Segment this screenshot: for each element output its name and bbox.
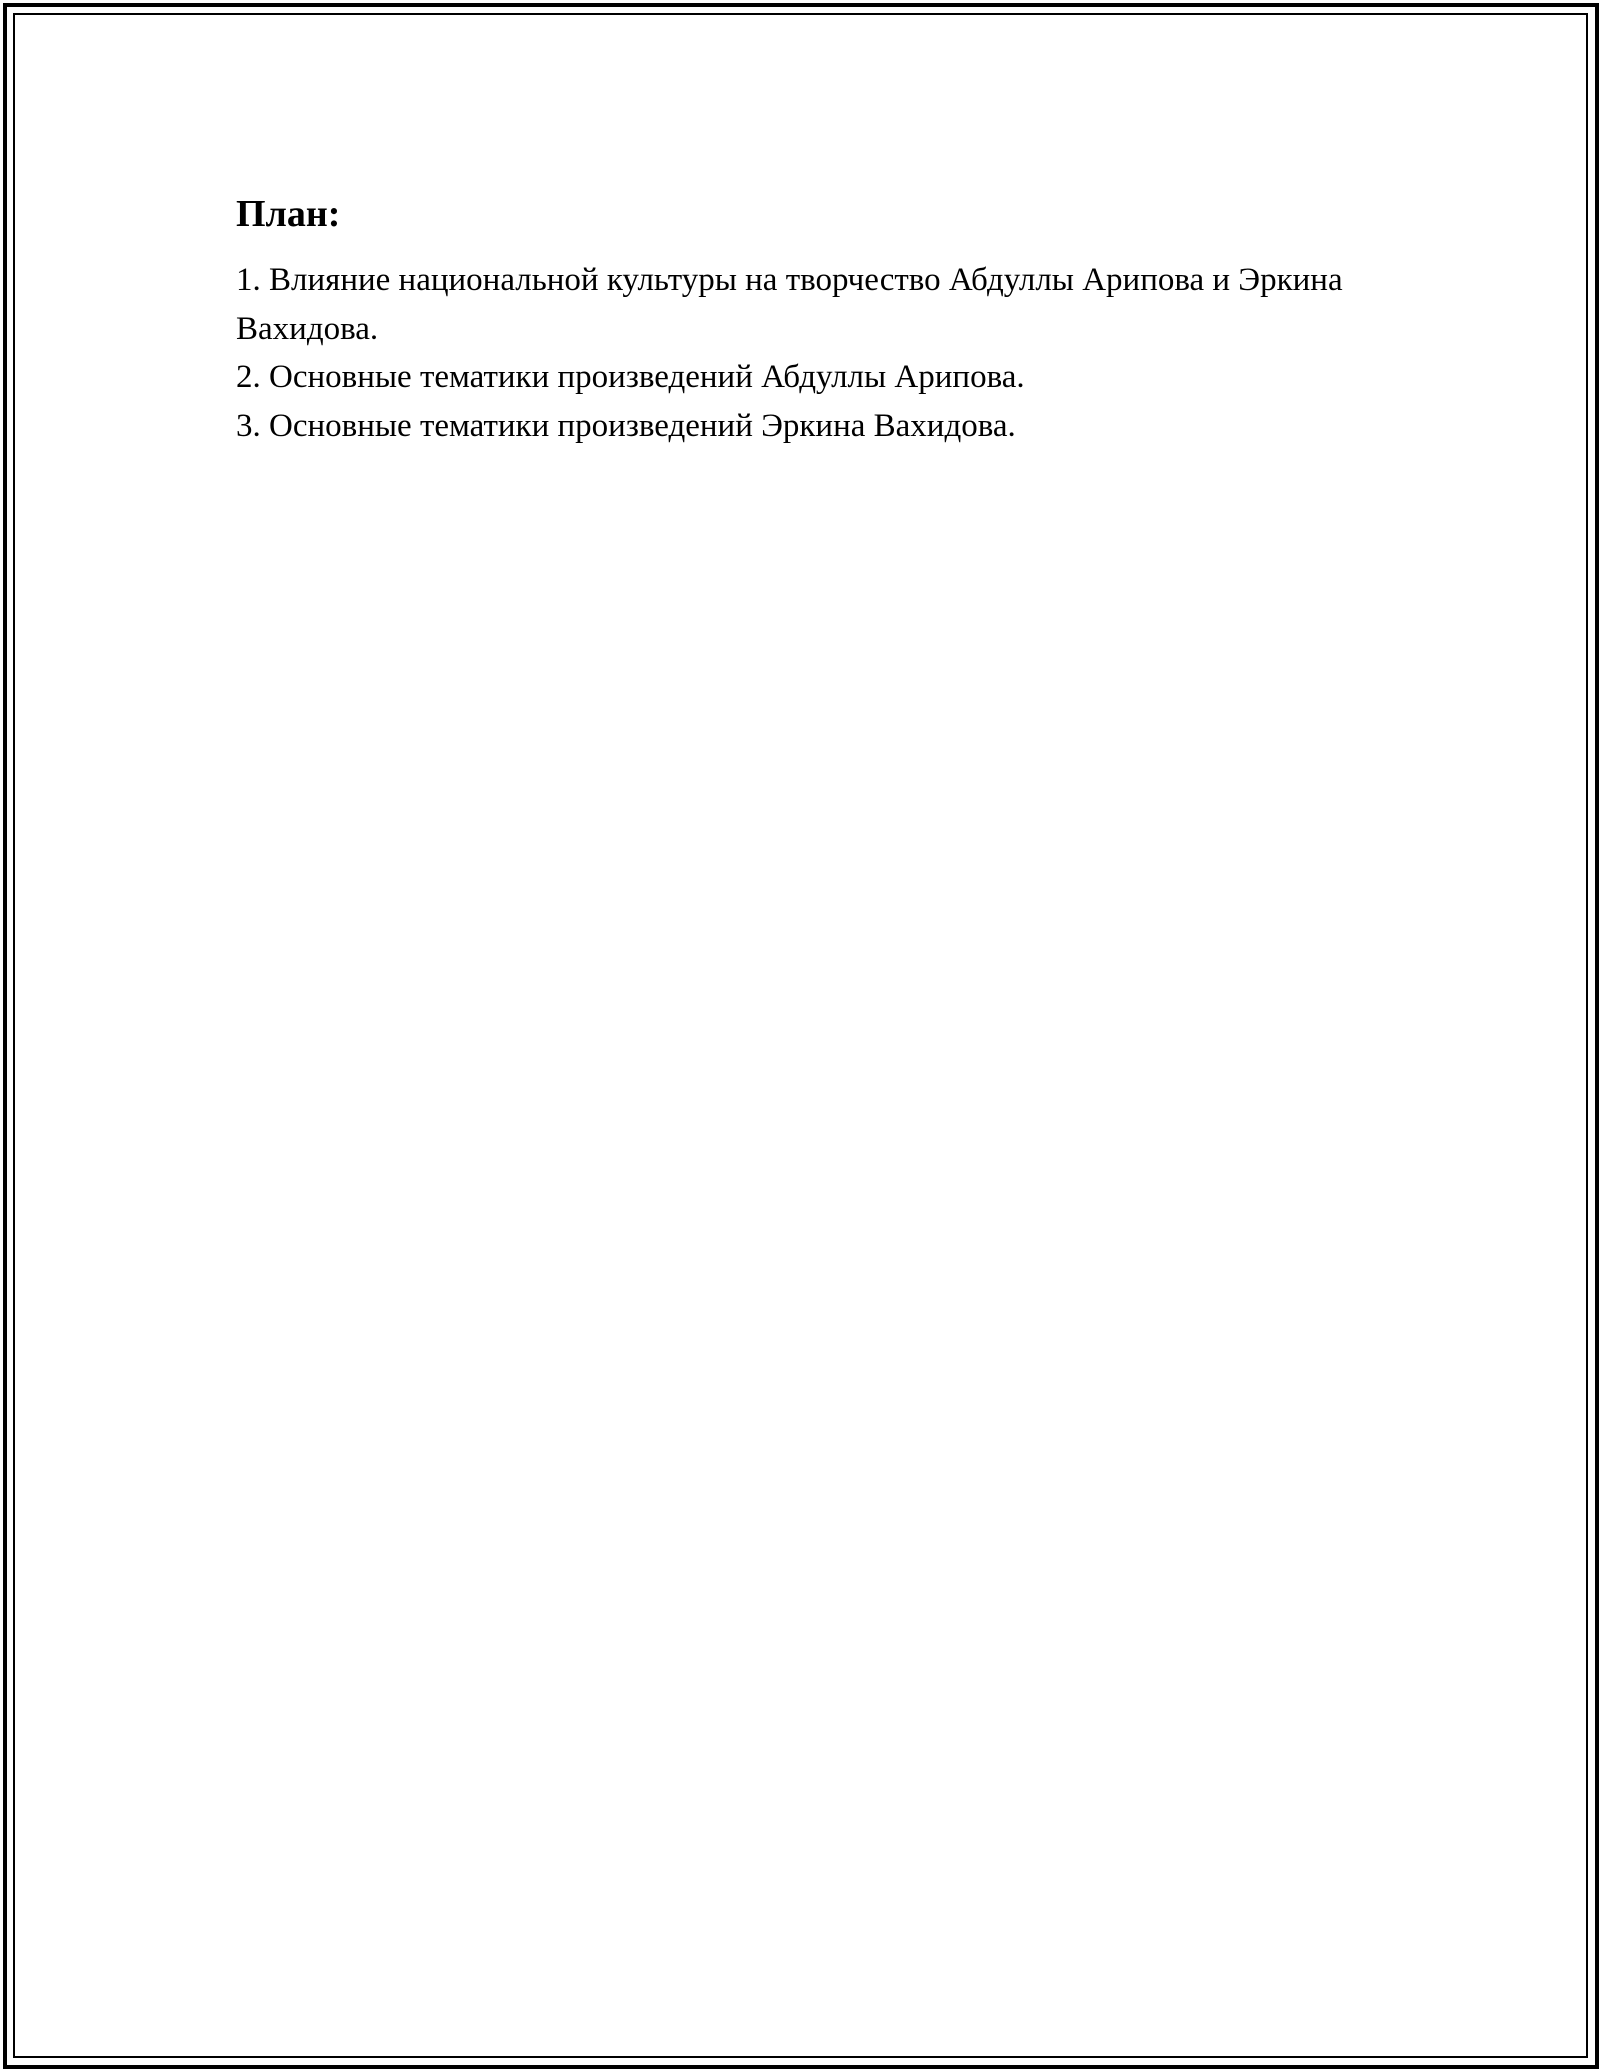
plan-item-3: 3. Основные тематики произведений Эркина Вахидова. (236, 407, 1016, 444)
plan-item-2: 2. Основные тематики произведений Абдуллы Арипова. (236, 359, 1025, 395)
page-title: План: (236, 193, 341, 235)
plan-item-1: 1. Влияние национальной культуры на творчество Абдуллы Арипова и Эркина Вахидова. (236, 262, 1343, 347)
plan-list (236, 256, 1386, 450)
page-content (236, 188, 1386, 450)
